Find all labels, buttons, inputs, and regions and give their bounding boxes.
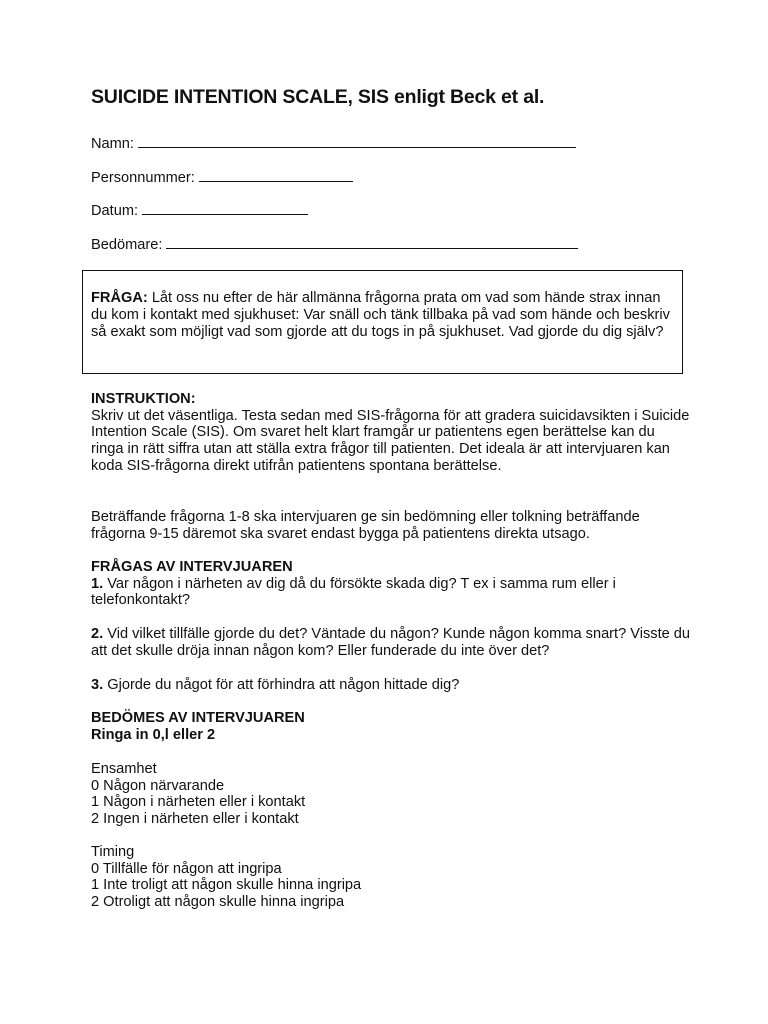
option-item[interactable]: 2 Otroligt att någon skulle hinna ingripa bbox=[91, 894, 345, 911]
name-label: Namn: bbox=[91, 136, 134, 152]
assessed-heading: BEDÖMES AV INTERVJUAREN bbox=[91, 710, 305, 726]
group-timing bbox=[91, 844, 691, 911]
question-3-text: Gjorde du något för att förhindra att någon hittade dig? bbox=[107, 677, 460, 693]
question-box-label: FRÅGA: bbox=[91, 290, 148, 306]
personnummer-blank-line[interactable] bbox=[199, 169, 353, 182]
instruction-text-1: Skriv ut det väsentliga. Testa sedan med SIS-frågorna för att gradera suicidavsikten i Suicide Intention Scale (SIS). Om svaret helt klart framgår ur patientens egen berättelse kan du ringa in rätt siffra utan att ställa extra frågor till patienten. Det ideala är att intervjuaren kan koda SIS-frågorna direkt utifrån patientens spontana berättelse. bbox=[91, 407, 690, 474]
personnummer-field bbox=[91, 169, 353, 187]
instruction-text-2: Beträffande frågorna 1-8 ska intervjuaren ge sin bedömning eller tolkning beträffande frågorna 9-15 däremot ska svaret endast bygga på patientens direkta utsago. bbox=[91, 509, 640, 542]
assessed-section bbox=[91, 710, 691, 743]
question-1-text: Var någon i närheten av dig då du försökte skada dig? T ex i samma rum eller i telefonkontakt? bbox=[91, 575, 616, 609]
question-2 bbox=[91, 626, 691, 659]
question-2-number: 2. bbox=[91, 626, 104, 642]
assessor-blank-line[interactable] bbox=[166, 236, 578, 249]
personnummer-label: Personnummer: bbox=[91, 170, 195, 186]
question-2-text: Vid vilket tillfälle gjorde du det? Väntade du någon? Kunde någon komma snart? Visste du att det skulle dröja innan någon kom? Eller funderade du inte över det? bbox=[91, 626, 691, 659]
group-title: Ensamhet bbox=[91, 761, 157, 777]
asked-section bbox=[91, 559, 691, 609]
group-title: Timing bbox=[91, 844, 135, 860]
option-item[interactable]: 0 Någon närvarande bbox=[91, 777, 225, 794]
assessor-label: Bedömare: bbox=[91, 237, 163, 253]
question-box bbox=[82, 270, 683, 374]
question-1 bbox=[91, 576, 691, 609]
instruction-heading: INSTRUKTION: bbox=[91, 391, 196, 407]
group-ensamhet bbox=[91, 761, 691, 828]
option-item[interactable]: 1 Inte troligt att någon skulle hinna ingripa bbox=[91, 877, 362, 894]
question-3-block bbox=[91, 677, 691, 694]
assessor-field bbox=[91, 236, 578, 254]
question-2-block bbox=[91, 626, 691, 659]
date-field bbox=[91, 202, 308, 220]
option-item[interactable]: 1 Någon i närheten eller i kontakt bbox=[91, 794, 306, 811]
document-title: SUICIDE INTENTION SCALE, SIS enligt Beck et al. bbox=[91, 86, 545, 108]
assessed-subheading: Ringa in 0,l eller 2 bbox=[91, 726, 216, 743]
option-item[interactable]: 2 Ingen i närheten eller i kontakt bbox=[91, 811, 299, 828]
date-label: Datum: bbox=[91, 203, 139, 219]
name-field bbox=[91, 135, 576, 153]
question-3-number: 3. bbox=[91, 677, 104, 693]
question-box-text: Låt oss nu efter de här allmänna frågorna prata om vad som hände strax innan du kom i kontakt med sjukhuset: Var snäll och tänk tillbaka på vad som hände och beskriv så exakt som möjligt vad som gjorde att du togs in på sjukhuset. Vad gjorde du dig själv? bbox=[91, 290, 670, 340]
instruction-section bbox=[91, 391, 691, 475]
date-blank-line[interactable] bbox=[142, 202, 308, 215]
name-blank-line[interactable] bbox=[138, 135, 576, 148]
instruction-note bbox=[91, 509, 691, 542]
question-3 bbox=[91, 677, 691, 694]
question-1-number: 1. bbox=[91, 575, 104, 592]
asked-heading: FRÅGAS AV INTERVJUAREN bbox=[91, 559, 293, 575]
option-item[interactable]: 0 Tillfälle för någon att ingripa bbox=[91, 860, 282, 877]
